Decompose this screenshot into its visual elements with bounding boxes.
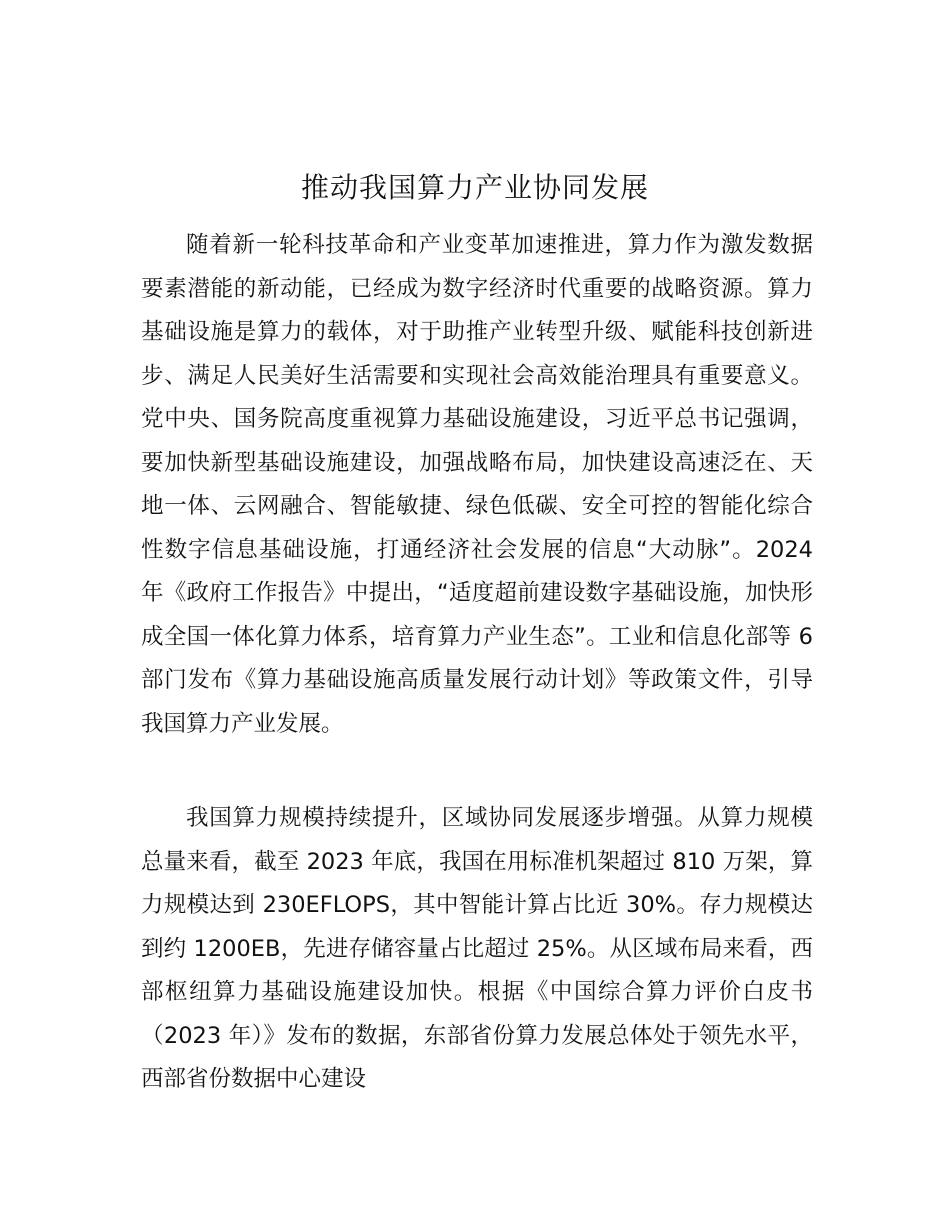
paragraph-1: 随着新一轮科技革命和产业变革加速推进，算力作为激发数据要素潜能的新动能，已经成为数字经济时代重要的战略资源。算力基础设施是算力的载体，对于助推产业转型升级、赋能科技创新进步、满足人民美好生活需要和实现社会高效能治理具有重要意义。党中央、国务院高度重视算力基础设施建设，习近平总书记强调，要加快新型基础设施建设，加强战略布局，加快建设高速泛在、天地一体、云网融合、智能敏捷、绿色低碳、安全可控的智能化综合性数字信息基础设施，打通经济社会发展的信息“大动脉”。2024 年《政府工作报告》中提出，“适度超前建设数字基础设施，加快形成全国一体化算力体系，培育算力产业生态”。工业和信息化部等 6 部门发布《算力基础设施高质量发展行动计划》等政策文件，引导我国算力产业发展。 bbox=[141, 232, 813, 737]
paragraph-2: 我国算力规模持续提升，区域协同发展逐步增强。从算力规模总量来看，截至 2023 年底，我国在用标准机架超过 810 万架，算力规模达到 230EFLOPS，其中智能计算占比近 30%。存力规模达到约 1200EB，先进存储容量占比超过 25%。从区域布局来看，西部枢纽算力基础设施建设加快。根据《中国综合算力评价白皮书（2023 年）》发布的数据，东部省份算力发展总体处于领先水平，西部省份数据中心建设 bbox=[141, 805, 813, 1092]
document-title: 推动我国算力产业协同发展 bbox=[300, 171, 649, 204]
